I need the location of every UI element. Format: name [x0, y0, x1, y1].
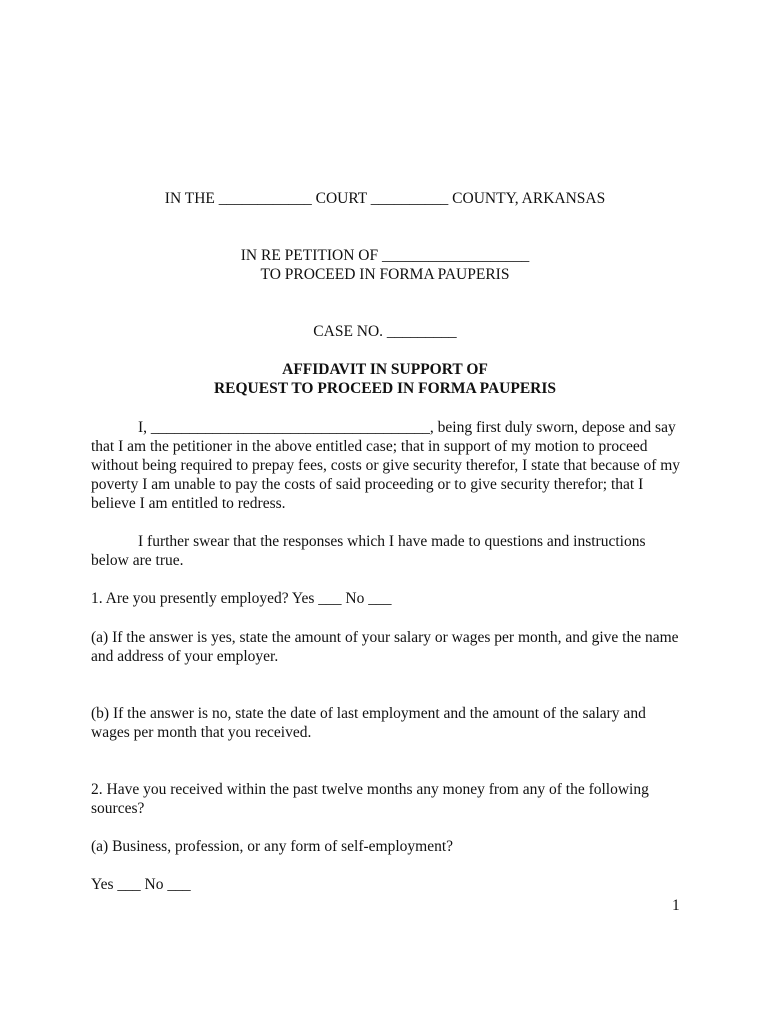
question-2: 2. Have you received within the past twelve months any money from any of the following sources? [91, 781, 649, 817]
question-1-employed: 1. Are you presently employed? Yes ___ No ___ [91, 590, 392, 607]
affidavit-title-line2: REQUEST TO PROCEED IN FORMA PAUPERIS [213, 380, 557, 397]
page-number: 1 [672, 897, 680, 914]
further-swear-paragraph: I further swear that the responses which I have made to questions and instructions below are true. [91, 533, 646, 569]
affidavit-title-line1: AFFIDAVIT IN SUPPORT OF [282, 361, 488, 378]
question-2a: (a) Business, profession, or any form of self-employment? [91, 838, 454, 855]
question-1b: (b) If the answer is no, state the date of last employment and the amount of the salary and wages per month that you received. [91, 705, 646, 741]
court-heading: IN THE ____________ COURT __________ COUNTY, ARKANSAS [164, 190, 606, 207]
case-number: CASE NO. _________ [313, 323, 457, 340]
question-1a: (a) If the answer is yes, state the amount of your salary or wages per month, and give the name and address of your employer. [91, 629, 679, 665]
petition-heading-line2: TO PROCEED IN FORMA PAUPERIS [260, 266, 510, 283]
sworn-statement-paragraph: I, ____________________________________, being first duly sworn, depose and say that I am the petitioner in the above entitled case; that in support of my motion to proceed without being required to prepay fees, costs or give security therefor, I state that because of my poverty I am unable to pay the costs of said proceeding or to give security therefor; that I believe I am entitled to redress. [91, 419, 681, 512]
petition-heading-line1: IN RE PETITION OF ___________________ [240, 247, 530, 264]
question-2a-answer: Yes ___ No ___ [91, 876, 191, 893]
